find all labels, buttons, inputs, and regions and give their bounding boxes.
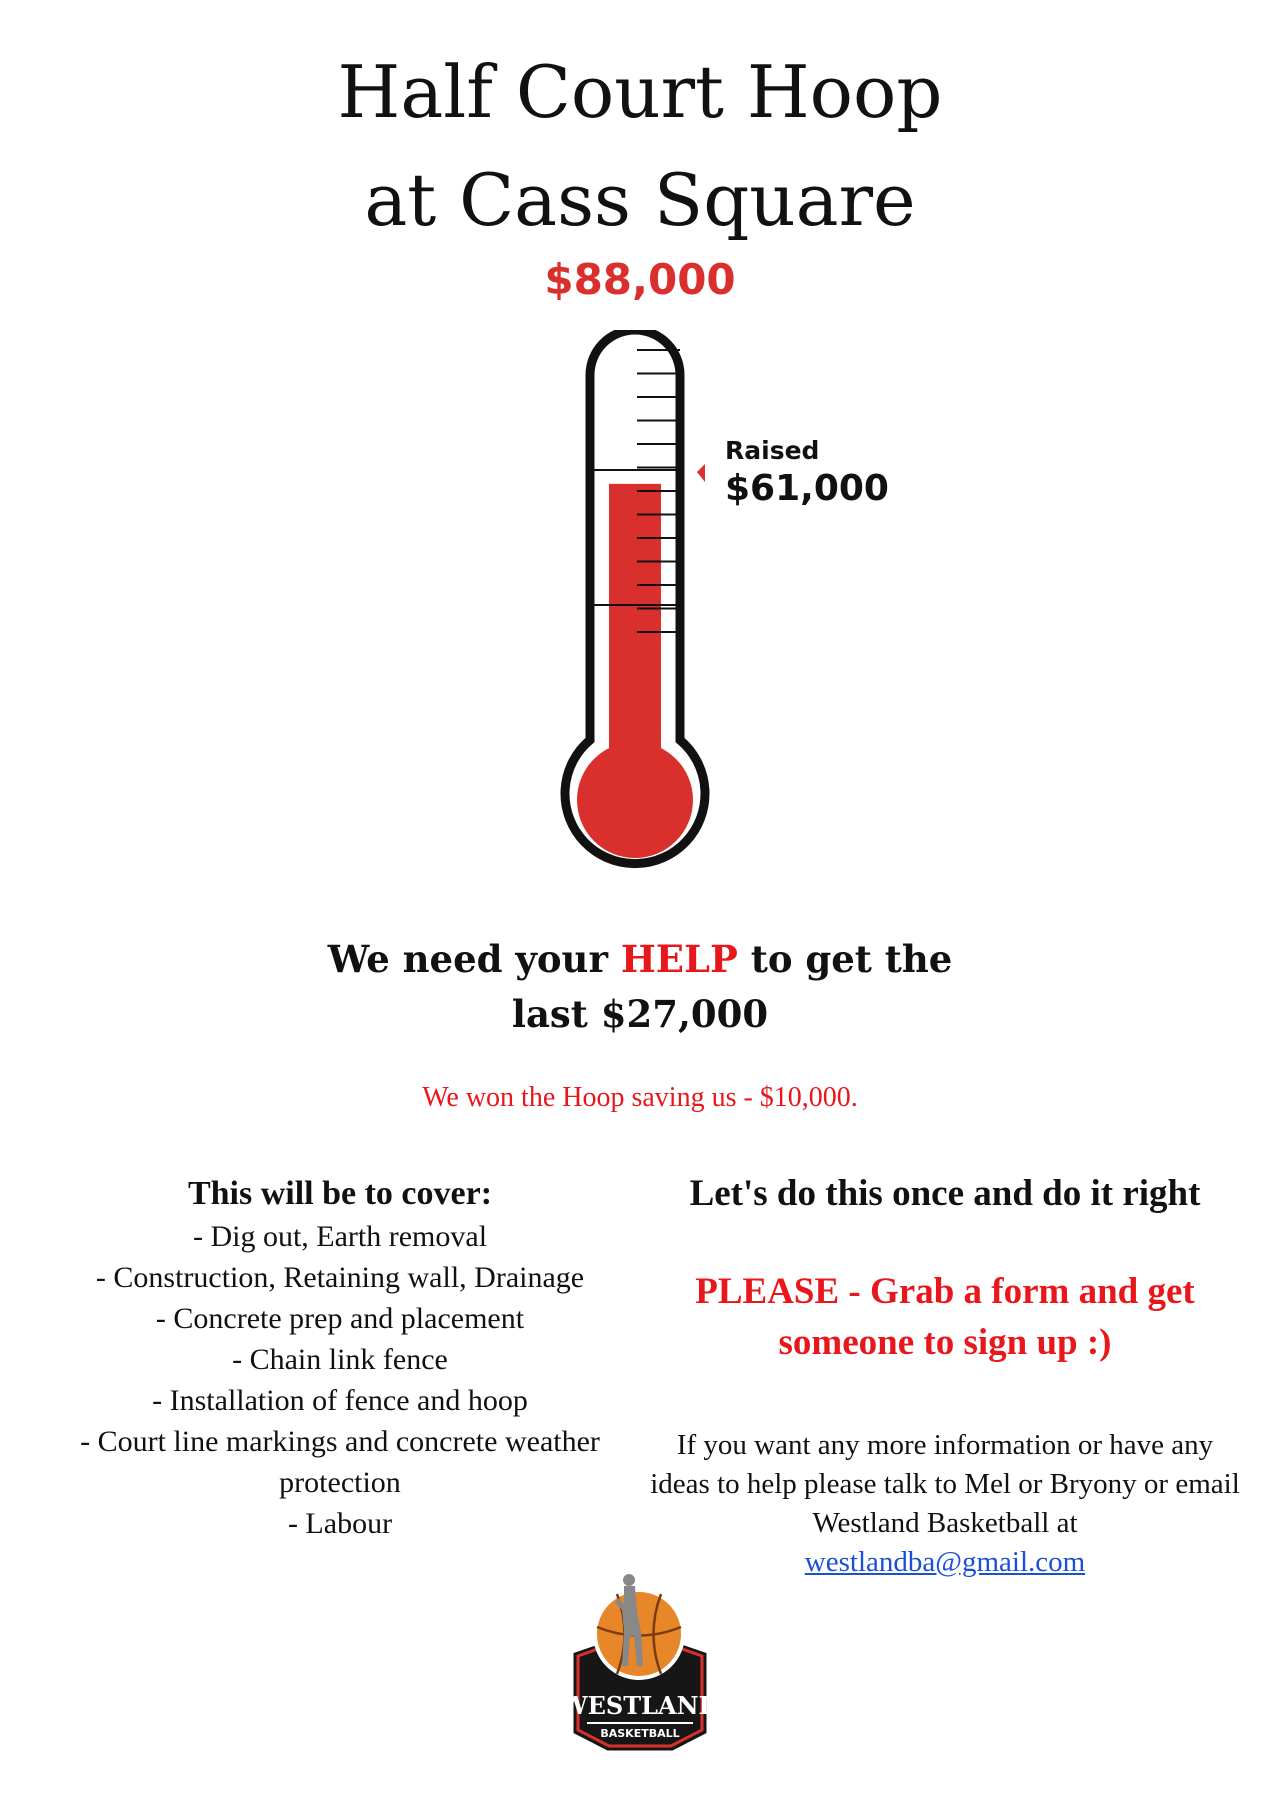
cover-item: - Construction, Retaining wall, Drainage	[95, 1261, 585, 1294]
logo-sub: BASKETBALL	[600, 1727, 680, 1740]
contact-info-text: If you want any more information or have any ideas to help please talk to Mel or Bryony or email Westland Basketball at	[650, 1429, 1240, 1539]
cover-item: - Concrete prep and placement	[155, 1302, 525, 1335]
help-line-1	[0, 932, 1280, 987]
please-sign-up: PLEASE - Grab a form and get someone to sign up :)	[695, 1271, 1195, 1363]
contact-info	[650, 1426, 1240, 1582]
westland-basketball-logo	[557, 1572, 723, 1762]
cover-list-section	[40, 1172, 640, 1544]
logo-name: WESTLAND	[560, 1691, 720, 1720]
call-to-action-section	[650, 1172, 1240, 1582]
cover-item: - Dig out, Earth removal	[192, 1220, 488, 1253]
goal-amount: $88,000	[544, 255, 736, 304]
title-line-1: Half Court Hoop	[337, 50, 943, 134]
cover-item: - Installation of fence and hoop	[152, 1384, 528, 1417]
cover-item: - Labour	[287, 1507, 393, 1540]
raised-marker-arrow	[697, 464, 705, 482]
thermometer-graphic	[555, 330, 725, 890]
title-line-2: at Cass Square	[364, 158, 916, 242]
help-text-after: to get the	[750, 937, 953, 981]
won-note: We won the Hoop saving us - $10,000.	[422, 1082, 858, 1113]
help-line-2: last $27,000	[511, 992, 769, 1036]
help-highlight: HELP	[620, 937, 738, 981]
email-link[interactable]: westlandba@gmail.com	[804, 1546, 1086, 1578]
cover-heading: This will be to cover:	[187, 1175, 493, 1212]
raised-amount: $61,000	[725, 468, 889, 509]
cta-heading: Let's do this once and do it right	[689, 1173, 1201, 1214]
raised-label: Raised	[725, 436, 820, 465]
page-title	[0, 38, 1280, 254]
help-message	[0, 932, 1280, 1042]
cover-item: - Court line markings and concrete weather protection	[80, 1425, 600, 1499]
cover-item: - Chain link fence	[232, 1343, 448, 1376]
help-text-before: We need your	[327, 937, 608, 981]
